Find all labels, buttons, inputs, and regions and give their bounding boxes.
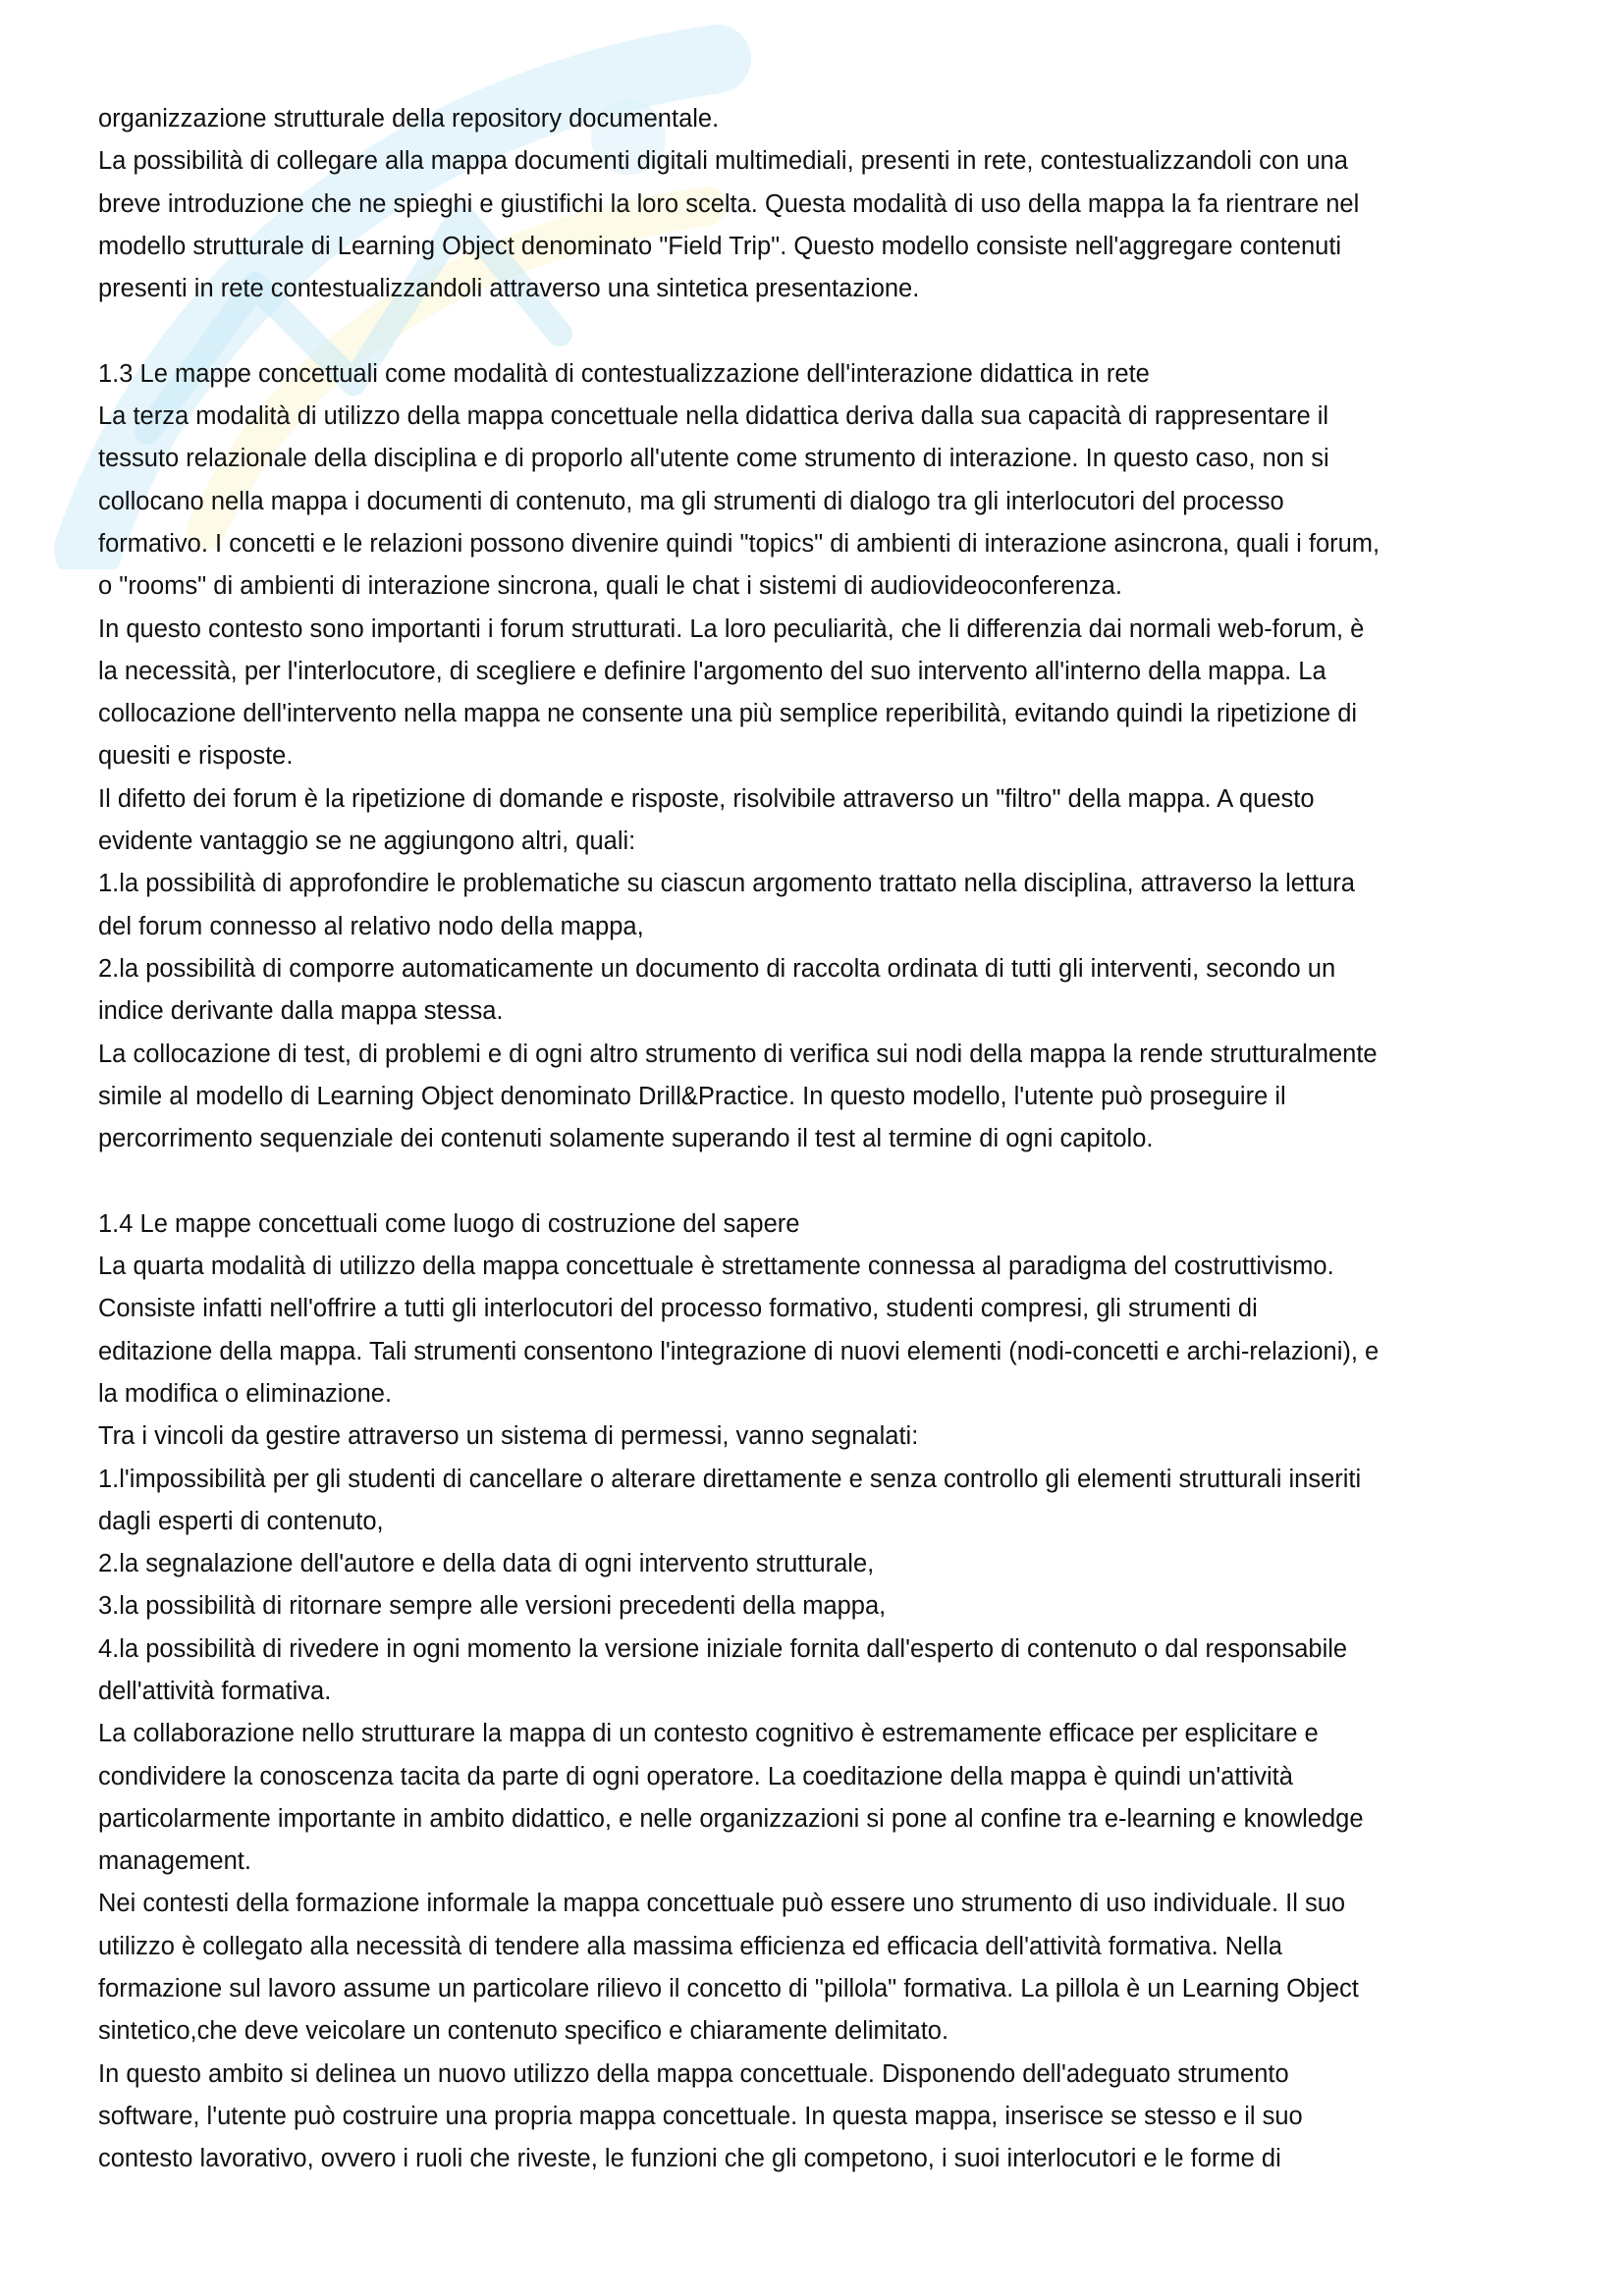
text-line: sintetico,che deve veicolare un contenuto specifico e chiaramente delimitato. <box>98 2017 949 2046</box>
text-line: La quarta modalità di utilizzo della mappa concettuale è strettamente connessa al paradigma del costruttivismo. <box>98 1253 1334 1281</box>
text-line: breve introduzione che ne spieghi e giustifichi la loro scelta. Questa modalità di uso della mappa la fa rientrare nel <box>98 189 1360 218</box>
text-line: utilizzo è collegato alla necessità di tendere alla massima efficienza ed efficacia dell'attività formativa. Nella <box>98 1932 1282 1960</box>
text-line: la necessità, per l'interlocutore, di scegliere e definire l'argomento del suo intervento all'interno della mappa. La <box>98 657 1326 685</box>
text-line: La terza modalità di utilizzo della mappa concettuale nella didattica deriva dalla sua capacità di rappresentare il <box>98 402 1329 431</box>
text-line: o "rooms" di ambienti di interazione sincrona, quali le chat i sistemi di audiovideoconferenza. <box>98 572 1122 601</box>
text-line: quesiti e risposte. <box>98 742 294 771</box>
text-line: Tra i vincoli da gestire attraverso un sistema di permessi, vanno segnalati: <box>98 1422 919 1451</box>
text-line: 3.la possibilità di ritornare sempre alle versioni precedenti della mappa, <box>98 1592 887 1621</box>
text-line: In questo contesto sono importanti i forum strutturati. La loro peculiarità, che li differenzia dai normali web-forum, è <box>98 614 1365 643</box>
text-line: 1.4 Le mappe concettuali come luogo di costruzione del sapere <box>98 1209 800 1238</box>
text-line: formativo. I concetti e le relazioni possono divenire quindi "topics" di ambienti di interazione asincrona, quali i forum, <box>98 529 1380 558</box>
blank-line <box>98 1160 1551 1202</box>
text-line: percorrimento sequenziale dei contenuti solamente superando il test al termine di ogni capitolo. <box>98 1125 1154 1153</box>
text-line: 2.la possibilità di comporre automaticamente un documento di raccolta ordinata di tutti gli interventi, secondo un <box>98 954 1336 983</box>
text-line: La collaborazione nello strutturare la mappa di un contesto cognitivo è estremamente efficace per esplicitare e <box>98 1720 1319 1748</box>
text-line: presenti in rete contestualizzandoli attraverso una sintetica presentazione. <box>98 275 920 303</box>
text-line: 1.3 Le mappe concettuali come modalità di contestualizzazione dell'interazione didattica in rete <box>98 359 1150 388</box>
text-line: editazione della mappa. Tali strumenti consentono l'integrazione di nuovi elementi (nodi-concetti e archi-relazioni), e <box>98 1337 1380 1365</box>
text-line: 4.la possibilità di rivedere in ogni momento la versione iniziale fornita dall'esperto di contenuto o dal responsabile <box>98 1634 1348 1663</box>
text-line: del forum connesso al relativo nodo della mappa, <box>98 912 644 940</box>
text-line: contesto lavorativo, ovvero i ruoli che riveste, le funzioni che gli competono, i suoi interlocutori e le forme di <box>98 2145 1281 2173</box>
text-line: 1.l'impossibilità per gli studenti di cancellare o alterare direttamente e senza controllo gli elementi strutturali inseriti <box>98 1465 1362 1493</box>
blank-line <box>98 310 1551 352</box>
text-line: simile al modello di Learning Object denominato Drill&Practice. In questo modello, l'utente può proseguire il <box>98 1082 1286 1110</box>
text-line: La collocazione di test, di problemi e di ogni altro strumento di verifica sui nodi della mappa la rende strutturalmente <box>98 1040 1378 1068</box>
text-line: dell'attività formativa. <box>98 1677 332 1705</box>
text-line: La possibilità di collegare alla mappa documenti digitali multimediali, presenti in rete, contestualizzandoli con una <box>98 147 1348 176</box>
text-line: Nei contesti della formazione informale la mappa concettuale può essere uno strumento di uso individuale. Il suo <box>98 1890 1346 1918</box>
text-line: evidente vantaggio se ne aggiungono altri, quali: <box>98 828 636 856</box>
text-line: modello strutturale di Learning Object denominato "Field Trip". Questo modello consiste nell'aggregare contenuti <box>98 232 1342 260</box>
text-line: particolarmente importante in ambito didattico, e nelle organizzazioni si pone al confine tra e-learning e knowledge <box>98 1804 1364 1833</box>
text-line: indice derivante dalla mappa stessa. <box>98 997 504 1026</box>
text-line: In questo ambito si delinea un nuovo utilizzo della mappa concettuale. Disponendo dell'adeguato strumento <box>98 2059 1289 2088</box>
text-line: organizzazione strutturale della repository documentale. <box>98 105 720 133</box>
text-line: formazione sul lavoro assume un particolare rilievo il concetto di "pillola" formativa. La pillola è un Learning Object <box>98 1975 1359 2003</box>
document-body <box>98 98 1551 2181</box>
text-line: 2.la segnalazione dell'autore e della data di ogni intervento strutturale, <box>98 1550 875 1578</box>
text-line: condividere la conoscenza tacita da parte di ogni operatore. La coeditazione della mappa è quindi un'attività <box>98 1762 1293 1790</box>
text-line: collocano nella mappa i documenti di contenuto, ma gli strumenti di dialogo tra gli interlocutori del processo <box>98 487 1284 515</box>
text-line: dagli esperti di contenuto, <box>98 1507 384 1535</box>
text-line: 1.la possibilità di approfondire le problematiche su ciascun argomento trattato nella disciplina, attraverso la lettura <box>98 870 1355 898</box>
text-line: la modifica o eliminazione. <box>98 1379 393 1408</box>
text-line: tessuto relazionale della disciplina e di proporlo all'utente come strumento di interazione. In questo caso, non si <box>98 445 1329 473</box>
text-line: Il difetto dei forum è la ripetizione di domande e risposte, risolvibile attraverso un "filtro" della mappa. A questo <box>98 784 1315 813</box>
text-line: management. <box>98 1847 251 1876</box>
text-line: Consiste infatti nell'offrire a tutti gli interlocutori del processo formativo, studenti compresi, gli strumenti di <box>98 1295 1258 1323</box>
text-line: collocazione dell'intervento nella mappa ne consente una più semplice reperibilità, evitando quindi la ripetizione di <box>98 700 1358 728</box>
text-line: software, l'utente può costruire una propria mappa concettuale. In questa mappa, inserisce se stesso e il suo <box>98 2102 1303 2130</box>
